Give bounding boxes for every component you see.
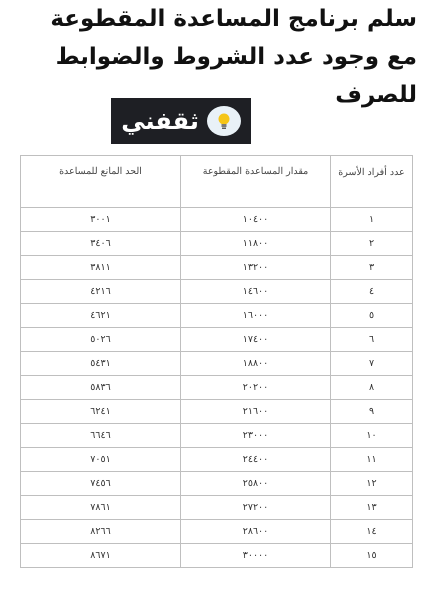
table-row bbox=[21, 280, 413, 304]
headline-line-2: مع وجود عدد الشروط والضوابط bbox=[55, 44, 417, 70]
table-row bbox=[21, 520, 413, 544]
cell-income-limit: ٣٤٠٦ bbox=[21, 232, 181, 256]
cell-income-limit: ٨٦٧١ bbox=[21, 544, 181, 568]
cell-family-members: ٨ bbox=[331, 376, 413, 400]
cell-assistance-amount: ١٦٠٠٠ bbox=[181, 304, 331, 328]
table-row bbox=[21, 304, 413, 328]
cell-assistance-amount: ١١٨٠٠ bbox=[181, 232, 331, 256]
cell-assistance-amount: ٢٧٢٠٠ bbox=[181, 496, 331, 520]
headline-line-3: للصرف bbox=[335, 82, 417, 108]
cell-family-members: ٧ bbox=[331, 352, 413, 376]
header-assistance-amount: مقدار المساعدة المقطوعة bbox=[181, 156, 331, 208]
site-logo bbox=[111, 98, 251, 144]
cell-assistance-amount: ١٧٤٠٠ bbox=[181, 328, 331, 352]
table-body bbox=[21, 208, 413, 568]
cell-income-limit: ٧٠٥١ bbox=[21, 448, 181, 472]
cell-family-members: ٩ bbox=[331, 400, 413, 424]
table-row bbox=[21, 328, 413, 352]
table-row bbox=[21, 496, 413, 520]
article-headline bbox=[1, 0, 417, 114]
table-header-row bbox=[21, 156, 413, 208]
table-row bbox=[21, 376, 413, 400]
header-family-members: عدد أفراد الأسرة bbox=[331, 156, 413, 208]
table-row bbox=[21, 544, 413, 568]
cell-income-limit: ٥٠٢٦ bbox=[21, 328, 181, 352]
cell-family-members: ١٤ bbox=[331, 520, 413, 544]
cell-family-members: ١٠ bbox=[331, 424, 413, 448]
cell-income-limit: ٤٢١٦ bbox=[21, 280, 181, 304]
cell-assistance-amount: ١٠٤٠٠ bbox=[181, 208, 331, 232]
cell-income-limit: ٧٤٥٦ bbox=[21, 472, 181, 496]
cell-income-limit: ٤٦٢١ bbox=[21, 304, 181, 328]
cell-family-members: ٦ bbox=[331, 328, 413, 352]
cell-assistance-amount: ٢٨٦٠٠ bbox=[181, 520, 331, 544]
cell-assistance-amount: ٢١٦٠٠ bbox=[181, 400, 331, 424]
table-row bbox=[21, 256, 413, 280]
cell-assistance-amount: ١٣٢٠٠ bbox=[181, 256, 331, 280]
cell-family-members: ١ bbox=[331, 208, 413, 232]
cell-income-limit: ٣٠٠١ bbox=[21, 208, 181, 232]
headline-line-1: سلم برنامج المساعدة المقطوعة bbox=[50, 6, 417, 32]
cell-income-limit: ٦٦٤٦ bbox=[21, 424, 181, 448]
table-row bbox=[21, 448, 413, 472]
header-income-limit: الحد المانع للمساعدة bbox=[21, 156, 181, 208]
cell-family-members: ٢ bbox=[331, 232, 413, 256]
table-row bbox=[21, 424, 413, 448]
cell-family-members: ١٥ bbox=[331, 544, 413, 568]
assistance-table-container bbox=[20, 155, 412, 568]
table-row bbox=[21, 352, 413, 376]
cell-assistance-amount: ١٨٨٠٠ bbox=[181, 352, 331, 376]
cell-assistance-amount: ٢٠٢٠٠ bbox=[181, 376, 331, 400]
cell-income-limit: ٥٤٣١ bbox=[21, 352, 181, 376]
table-row bbox=[21, 232, 413, 256]
lightbulb-icon bbox=[207, 106, 241, 136]
logo-text: ثقفني bbox=[121, 107, 199, 135]
assistance-table bbox=[20, 155, 413, 568]
cell-family-members: ١١ bbox=[331, 448, 413, 472]
cell-assistance-amount: ١٤٦٠٠ bbox=[181, 280, 331, 304]
cell-assistance-amount: ٢٤٤٠٠ bbox=[181, 448, 331, 472]
cell-assistance-amount: ٢٥٨٠٠ bbox=[181, 472, 331, 496]
table-row bbox=[21, 472, 413, 496]
cell-family-members: ١٢ bbox=[331, 472, 413, 496]
cell-income-limit: ٧٨٦١ bbox=[21, 496, 181, 520]
cell-family-members: ٥ bbox=[331, 304, 413, 328]
table-row bbox=[21, 400, 413, 424]
cell-income-limit: ٦٢٤١ bbox=[21, 400, 181, 424]
cell-income-limit: ٥٨٣٦ bbox=[21, 376, 181, 400]
table-row bbox=[21, 208, 413, 232]
cell-family-members: ١٣ bbox=[331, 496, 413, 520]
cell-family-members: ٤ bbox=[331, 280, 413, 304]
cell-assistance-amount: ٢٣٠٠٠ bbox=[181, 424, 331, 448]
cell-family-members: ٣ bbox=[331, 256, 413, 280]
cell-income-limit: ٣٨١١ bbox=[21, 256, 181, 280]
cell-income-limit: ٨٢٦٦ bbox=[21, 520, 181, 544]
cell-assistance-amount: ٣٠٠٠٠ bbox=[181, 544, 331, 568]
